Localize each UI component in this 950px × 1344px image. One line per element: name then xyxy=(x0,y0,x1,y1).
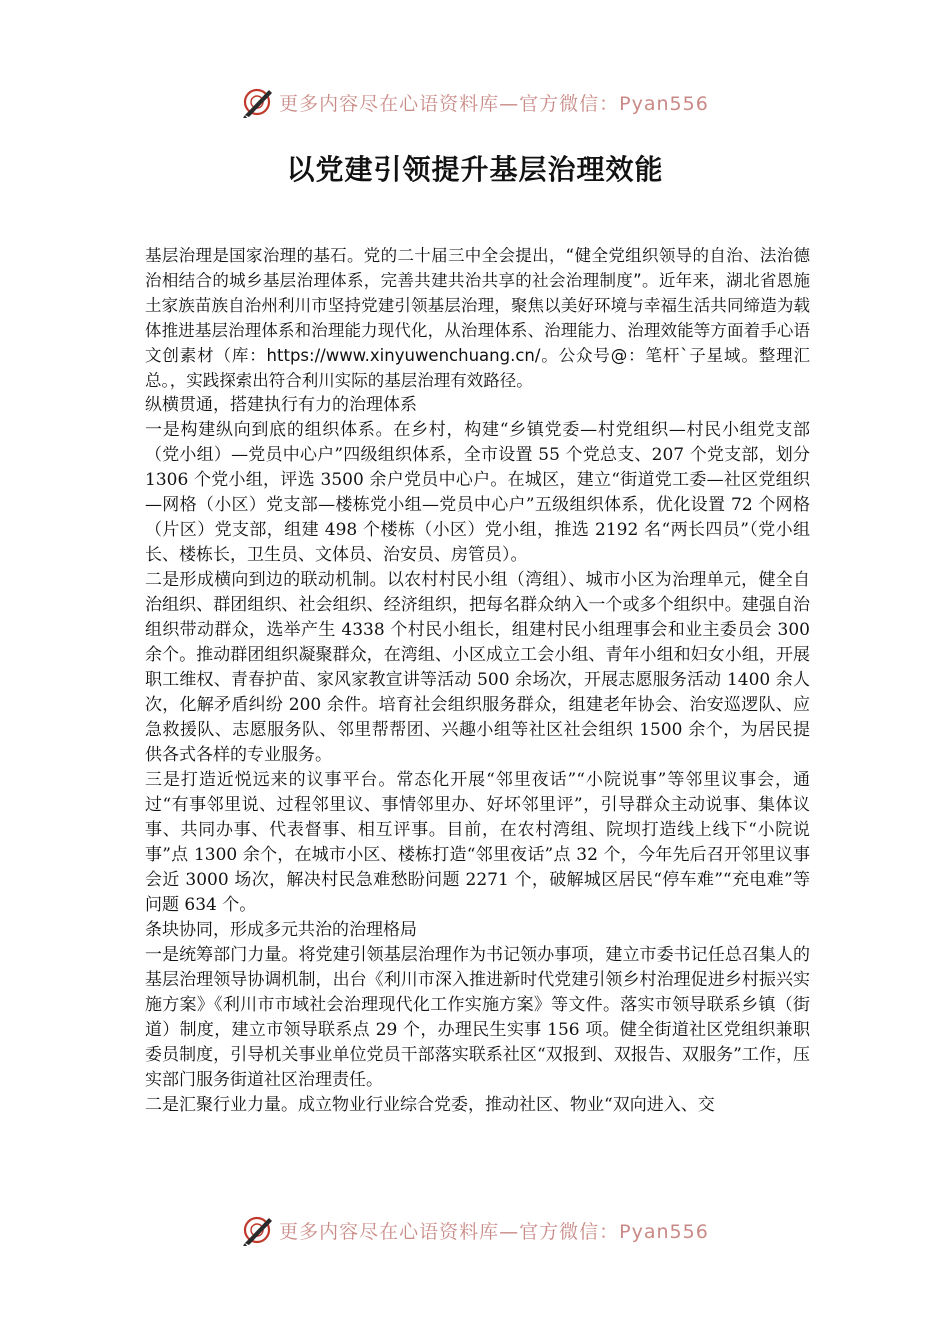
section-heading-2: 条块协同，形成多元共治的治理格局 xyxy=(145,920,417,940)
body-paragraph: 二是形成横向到边的联动机制。以农村村民小组（湾组）、城市小区为治理单元，健全自治组织、群团组织、社会组织、经济组织，把每名群众纳入一个或多个组织中。建强自治组织带动群众，选举产生 4338 个村民小组长，组建村民小组理事会和业主委员会 300 余个。推动群团组织凝聚群众，在湾组、小区成立工会小组、青年小组和妇女小组，开展职工维权、青春护苗、家风家教宣讲等活动 500 余场次，开展志愿服务活动 1400 余人次，化解矛盾纠纷 200 余件。培育社会组织服务群众，组建老年协会、治安巡逻队、应急救援队、志愿服务队、邻里帮帮团、兴趣小组等社区社会组织 1500 余个，为居民提供各式各样的专业服务。 xyxy=(145,570,810,765)
header-watermark-banner xyxy=(0,82,950,122)
page-title: 以党建引领提升基层治理效能 xyxy=(286,153,664,186)
section-heading-1: 纵横贯通，搭建执行有力的治理体系 xyxy=(145,395,417,415)
intro-paragraph: 基层治理是国家治理的基石。党的二十届三中全会提出，“健全党组织领导的自治、法治德治相结合的城乡基层治理体系，完善共建共治共享的社会治理制度”。近年来，湖北省恩施土家族苗族自治州利川市坚持党建引领基层治理，聚焦以美好环境与幸福生活共同缔造为载体推进基层治理体系和治理能力现代化，从治理体系、治理能力、治理效能等方面着手心语文创素材（库：https://www.xinyuwenchuang.cn/。公众号@：笔杆`子星域。整理汇总。，实践探索出符合利川实际的基层治理有效路径。 xyxy=(145,246,810,390)
body-paragraph: 三是打造近悦远来的议事平台。常态化开展“邻里夜话”“小院说事”等邻里议事会，通过“有事邻里说、过程邻里议、事情邻里办、好坏邻里评”，引导群众主动说事、集体议事、共同办事、代表督事、相互评事。目前，在农村湾组、院坝打造线上线下“小院说事”点 1300 余个，在城市小区、楼栋打造“邻里夜话”点 32 个，今年先后召开邻里议事会近 3000 场次，解决村民急难愁盼问题 2271 个，破解城区居民“停车难”“充电难”等问题 634 个。 xyxy=(145,770,810,915)
watermark-text: 更多内容尽在心语资料库—官方微信：Pyan556 xyxy=(279,92,709,115)
body-paragraph: 二是汇聚行业力量。成立物业行业综合党委，推动社区、物业“双向进入、交 xyxy=(145,1095,715,1115)
footer-watermark-banner xyxy=(0,1210,950,1250)
pen-logo-icon xyxy=(241,85,275,119)
body-paragraph: 一是统筹部门力量。将党建引领基层治理作为书记领办事项，建立市委书记任总召集人的基层治理领导协调机制，出台《利川市深入推进新时代党建引领乡村治理促进乡村振兴实施方案》《利川市市域社会治理现代化工作实施方案》等文件。落实市领导联系乡镇（街道）制度，建立市领导联系点 29 个，办理民生实事 156 项。健全街道社区党组织兼职委员制度，引导机关事业单位党员干部落实联系社区“双报到、双报告、双服务”工作，压实部门服务街道社区治理责任。 xyxy=(145,945,810,1090)
body-paragraph: 一是构建纵向到底的组织体系。在乡村，构建“乡镇党委—村党组织—村民小组党支部（党小组）—党员中心户”四级组织体系，全市设置 55 个党总支、207 个党支部，划分 1306 个党小组，评选 3500 余户党员中心户。在城区，建立“街道党工委—社区党组织—网格（小区）党支部—楼栋党小组—党员中心户”五级组织体系，优化设置 72 个网格（片区）党支部，组建 498 个楼栋（小区）党小组，推选 2192 名“两长四员”（党小组长、楼栋长，卫生员、文体员、治安员、房管员）。 xyxy=(145,420,810,565)
pen-logo-icon xyxy=(241,1213,275,1247)
article-body xyxy=(145,243,810,1118)
watermark-text: 更多内容尽在心语资料库—官方微信：Pyan556 xyxy=(279,1220,709,1243)
